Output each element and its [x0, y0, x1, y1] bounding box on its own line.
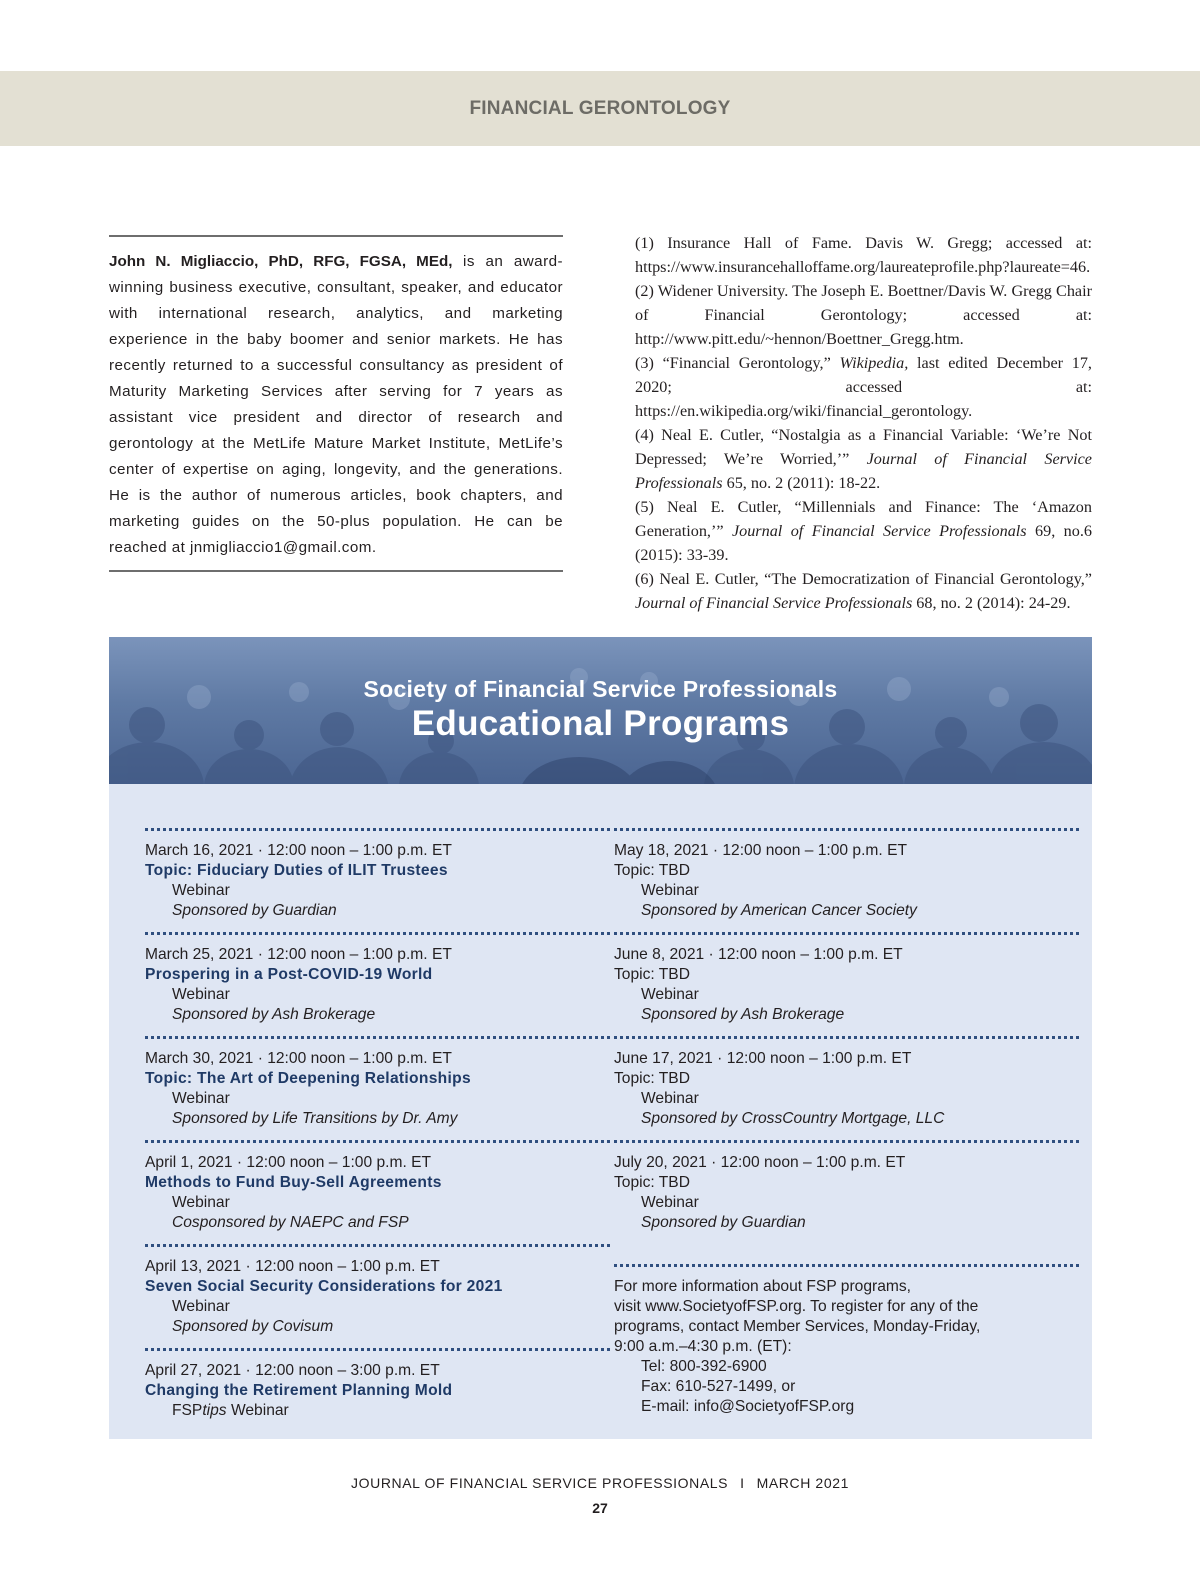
event-date: May 18, 2021 · 12:00 noon – 1:00 p.m. ET: [614, 842, 907, 859]
journal-name: JOURNAL OF FINANCIAL SERVICE PROFESSIONALS: [351, 1475, 729, 1491]
event-item: [145, 1244, 610, 1348]
event-item: [145, 828, 610, 932]
banner-heading: [109, 675, 1092, 745]
page-number: 27: [592, 1500, 608, 1516]
event-item: [145, 1348, 610, 1452]
reference-3: (3) “Financial Gerontology,” Wikipedia, last edited December 17, 2020; accessed at: https://en.wikipedia.org/wiki/financial_gerontology.: [635, 354, 1092, 420]
event-date: April 1, 2021 · 12:00 noon – 1:00 p.m. ET: [145, 1154, 432, 1171]
event-sponsor: Cosponsored by NAEPC and FSP: [172, 1214, 409, 1231]
event-item: [614, 828, 1079, 932]
reference-4: (4) Neal E. Cutler, “Nostalgia as a Financial Variable: ‘We’re Not Depressed; We’re Worried,’” Journal of Financial Service Professionals 65, no. 2 (2011): 18-22.: [635, 426, 1092, 492]
author-name: John N. Migliaccio, PhD, RFG, FGSA, MEd,: [109, 253, 453, 270]
event-topic: Prospering in a Post-COVID-19 World: [145, 966, 433, 983]
event-date: June 8, 2021 · 12:00 noon – 1:00 p.m. ET: [614, 946, 903, 963]
info-line: For more information about FSP programs,: [614, 1278, 911, 1295]
event-sponsor: Sponsored by Guardian: [172, 902, 337, 919]
contact-phone: Tel: 800-392-6900: [641, 1358, 767, 1375]
event-item: [614, 1036, 1079, 1140]
event-topic: Topic: TBD: [614, 1070, 690, 1087]
author-bio: [109, 235, 563, 572]
reference-2: (2) Widener University. The Joseph E. Boettner/Davis W. Gregg Chair of Financial Gerontology; accessed at: http://www.pitt.edu/~hennon/Boettner_Gregg.htm.: [635, 282, 1092, 348]
event-format: Webinar: [172, 1090, 230, 1107]
event-sponsor: Sponsored by Covisum: [172, 1318, 334, 1335]
event-format: Webinar: [172, 882, 230, 899]
event-date: March 16, 2021 · 12:00 noon – 1:00 p.m. ET: [145, 842, 452, 859]
event-date: March 25, 2021 · 12:00 noon – 1:00 p.m. ET: [145, 946, 452, 963]
event-format: Webinar: [641, 882, 699, 899]
right-events-column: [614, 828, 1079, 1417]
event-topic: Seven Social Security Considerations for 2021: [145, 1278, 503, 1295]
event-sponsor: Sponsored by American Cancer Society: [641, 902, 917, 919]
left-events-column: [145, 828, 610, 1452]
contact-info: [614, 1264, 1079, 1417]
running-header: [0, 71, 1200, 146]
event-format: Webinar: [641, 986, 699, 1003]
event-item: [145, 1140, 610, 1244]
issue-date: MARCH 2021: [756, 1475, 849, 1491]
event-topic: Topic: TBD: [614, 862, 690, 879]
reference-5: (5) Neal E. Cutler, “Millennials and Finance: The ‘Amazon Generation,’” Journal of Financial Service Professionals 69, no.6 (2015): 33-39.: [635, 498, 1092, 564]
reference-1: (1) Insurance Hall of Fame. Davis W. Gregg; accessed at: https://www.insurancehalloffame.org/laureateprofile.php?laureate=46.: [635, 234, 1092, 276]
event-sponsor: Sponsored by Guardian: [641, 1214, 806, 1231]
event-format: Webinar: [641, 1090, 699, 1107]
event-format: FSPtips Webinar: [172, 1402, 289, 1419]
event-item: [614, 932, 1079, 1036]
page-footer: [0, 1475, 1200, 1491]
info-line: visit www.SocietyofFSP.org. To register for any of the: [614, 1298, 979, 1315]
event-format: Webinar: [172, 1194, 230, 1211]
event-sponsor: Sponsored by CrossCountry Mortgage, LLC: [641, 1110, 945, 1127]
event-topic: Topic: TBD: [614, 1174, 690, 1191]
event-item: [145, 932, 610, 1036]
event-sponsor: Sponsored by Ash Brokerage: [172, 1006, 376, 1023]
footer-separator: I: [740, 1475, 745, 1491]
event-format: Webinar: [172, 1298, 230, 1315]
event-topic: Topic: The Art of Deepening Relationships: [145, 1070, 471, 1087]
references-list: [635, 231, 1092, 615]
event-item: [145, 1036, 610, 1140]
event-sponsor: Sponsored by Life Transitions by Dr. Amy: [172, 1110, 458, 1127]
banner-title: Educational Programs: [411, 704, 790, 743]
event-format: Webinar: [172, 986, 230, 1003]
event-topic: Topic: TBD: [614, 966, 690, 983]
event-topic: Changing the Retirement Planning Mold: [145, 1382, 453, 1399]
bio-paragraph: [109, 249, 563, 561]
bio-text: is an award-winning business executive, consultant, speaker, and educator with international research, analytics, and marketing experience in the baby boomer and senior markets. He has recently returned to a successful consultancy as president of Maturity Marketing Services after serving for 7 years as assistant vice president and director of research and gerontology at the MetLife Mature Market Institute, MetLife’s center of expertise on aging, longevity, and the generations. He is the author of numerous articles, book chapters, and marketing guides on the 50-plus population. He can be reached at jnmigliaccio1@gmail.com.: [109, 253, 563, 556]
info-line: programs, contact Member Services, Monday-Friday,: [614, 1318, 981, 1335]
banner-subtitle: Society of Financial Service Professionals: [363, 676, 838, 702]
event-topic: Topic: Fiduciary Duties of ILIT Trustees: [145, 862, 448, 879]
event-format: Webinar: [641, 1194, 699, 1211]
event-topic: Methods to Fund Buy-Sell Agreements: [145, 1174, 442, 1191]
event-date: April 27, 2021 · 12:00 noon – 3:00 p.m. ET: [145, 1362, 440, 1379]
event-date: June 17, 2021 · 12:00 noon – 1:00 p.m. ET: [614, 1050, 912, 1067]
educational-programs-box: [109, 637, 1092, 1439]
reference-6: (6) Neal E. Cutler, “The Democratization of Financial Gerontology,” Journal of Financial Service Professionals 68, no. 2 (2014): 24-29.: [635, 570, 1092, 612]
contact-email: E-mail: info@SocietyofFSP.org: [641, 1398, 855, 1415]
info-line: 9:00 a.m.–4:30 p.m. (ET):: [614, 1338, 792, 1355]
section-title: FINANCIAL GERONTOLOGY: [469, 97, 731, 119]
event-sponsor: Sponsored by Ash Brokerage: [641, 1006, 845, 1023]
event-date: April 13, 2021 · 12:00 noon – 1:00 p.m. ET: [145, 1258, 440, 1275]
event-item: [614, 1140, 1079, 1244]
contact-fax: Fax: 610-527-1499, or: [641, 1378, 796, 1395]
programs-banner: [109, 637, 1092, 784]
event-date: July 20, 2021 · 12:00 noon – 1:00 p.m. ET: [614, 1154, 906, 1171]
event-date: March 30, 2021 · 12:00 noon – 1:00 p.m. ET: [145, 1050, 452, 1067]
